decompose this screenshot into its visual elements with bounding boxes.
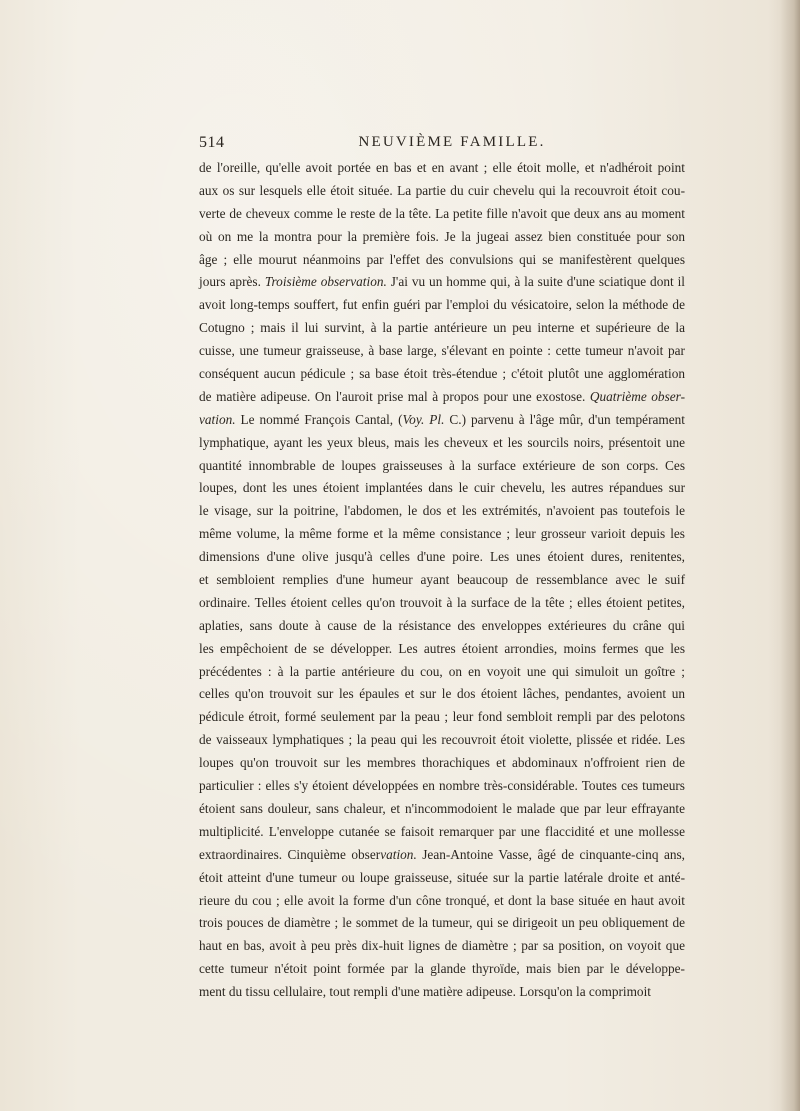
text-line: âge ; elle mourut néanmoins par l'effet des convulsions qui se manifestèrent quelques — [199, 251, 685, 267]
text-line: ordinaire. Telles étoient celles qu'on trouvoit à la surface de la tête ; elles étoient petites, — [199, 594, 685, 610]
page-edge-shadow — [780, 0, 800, 1111]
text-line: où on me la montra pour la première fois. Je la jugeai assez bien constituée pour son — [199, 228, 685, 244]
text-line: loupes, dont les unes étoient implantées dans le cuir chevelu, les autres répandues sur — [199, 480, 685, 496]
text-line: les empêchoient de se développer. Les autres étoient arrondies, moins fermes que les — [199, 640, 685, 656]
text-line: pédicule étroit, formé seulement par la peau ; leur fond sembloit rempli par des pelotons — [199, 709, 685, 725]
text-line: lymphatique, ayant les yeux bleus, mais les cheveux et les sourcils noirs, présentoit une — [199, 434, 685, 450]
page-number: 514 — [199, 134, 225, 151]
italic-phrase: Troisième observation. — [264, 274, 387, 290]
text-line: précédentes : à la partie antérieure du cou, on en voyoit une qui simuloit un goître ; — [199, 663, 685, 679]
text-line: de l'oreille, qu'elle avoit portée en bas et en avant ; elle étoit molle, et n'adhéroit point — [199, 160, 685, 175]
body-text — [199, 157, 685, 1004]
italic-phrase: Voy. Pl. — [402, 411, 445, 427]
text-line: dimensions d'une olive jusqu'à celles d'une poire. Les unes étoient dures, renitentes, — [199, 549, 685, 565]
italic-phrase: vation. — [380, 846, 417, 862]
text-line: le visage, sur la poitrine, l'abdomen, le dos et les extrémités, n'avoient pas toutefois le — [199, 503, 685, 519]
text-line: aplaties, sans doute à cause de la résistance des enveloppes extérieures du crâne qui — [199, 617, 685, 633]
text-line: celles qu'on trouvoit sur les épaules et sur le dos étoient lâches, pendantes, avoient un — [199, 686, 685, 702]
text-line: cette tumeur n'étoit point formée par la glande thyroïde, mais bien par le développe- — [199, 961, 685, 977]
text-line: aux os sur lesquels elle étoit située. La partie du cuir chevelu qui la recouvroit étoit cou- — [199, 182, 685, 198]
text-line: Cotugno ; mais il lui survint, à la partie antérieure un peu interne et supérieure de la — [199, 320, 685, 336]
text-line: cuisse, une tumeur graisseuse, à base large, s'élevant en pointe : cette tumeur n'avoit par — [199, 343, 685, 359]
text-line: rieure du cou ; elle avoit la forme d'un cône tronqué, et dont la base située en haut avoit — [199, 892, 685, 908]
italic-phrase: Quatrième obser- — [589, 388, 685, 404]
text-line: trois pouces de diamètre ; le sommet de la tumeur, qui se dirigeoit un peu obliquement de — [199, 915, 685, 931]
text-line: particulier : elles s'y étoient développées en nombre très-considérable. Toutes ces tumeurs — [199, 778, 685, 794]
text-line: loupes qu'on trouvoit sur les membres thorachiques et abdominaux n'offroient rien de — [199, 755, 685, 771]
text-line: jours après. Troisième observation. J'ai vu un homme qui, à la suite d'une sciatique dont il — [199, 274, 685, 290]
text-line: ment du tissu cellulaire, tout rempli d'une matière adipeuse. Lorsqu'on la comprimoit — [199, 984, 651, 1000]
text-line: étoient sans douleur, sans chaleur, et n'incommodoient le malade que par leur effrayante — [199, 800, 685, 816]
text-line: extraordinaires. Cinquième observation. Jean-Antoine Vasse, âgé de cinquante-cinq ans, — [199, 846, 686, 862]
text-line: vation. Le nommé François Cantal, (Voy. Pl. C.) parvenu à l'âge mûr, d'un tempérament — [199, 411, 685, 427]
text-line: même volume, la même forme et la même consistance ; leur grosseur varioit depuis les — [199, 526, 685, 542]
text-line: conséquent aucun pédicule ; sa base étoit très-étendue ; c'étoit plutôt une agglomération — [199, 366, 685, 382]
page-header — [199, 134, 685, 156]
text-line: de vaisseaux lymphatiques ; la peau qui les recouvroit étoit violette, plissée et ridée. Les — [199, 732, 685, 748]
text-line: verte de cheveux comme le reste de la tête. La petite fille n'avoit que deux ans au moment — [199, 205, 685, 221]
text-line: et sembloient remplies d'une humeur ayant beaucoup de ressemblance avec le suif — [199, 572, 685, 588]
italic-phrase: vation. — [199, 411, 236, 427]
text-line: étoit atteint d'une tumeur ou loupe graisseuse, située sur la partie latérale droite et anté- — [199, 869, 685, 885]
text-line: avoit long-temps souffert, fut enfin guéri par l'emploi du vésicatoire, selon la méthode de — [199, 297, 685, 313]
text-line: de matière adipeuse. On l'auroit prise mal à propos pour une exostose. Quatrième obser- — [199, 388, 685, 404]
text-line: multiplicité. L'enveloppe cutanée se faisoit remarquer par une flaccidité et une mollesse — [199, 823, 685, 839]
text-line: haut en bas, avoit à peu près dix-huit lignes de diamètre ; par sa position, on voyoit que — [199, 938, 685, 954]
text-line: quantité innombrable de loupes graisseuses à la surface extérieure de son corps. Ces — [199, 457, 685, 473]
running-title: NEUVIÈME FAMILLE. — [358, 134, 546, 150]
